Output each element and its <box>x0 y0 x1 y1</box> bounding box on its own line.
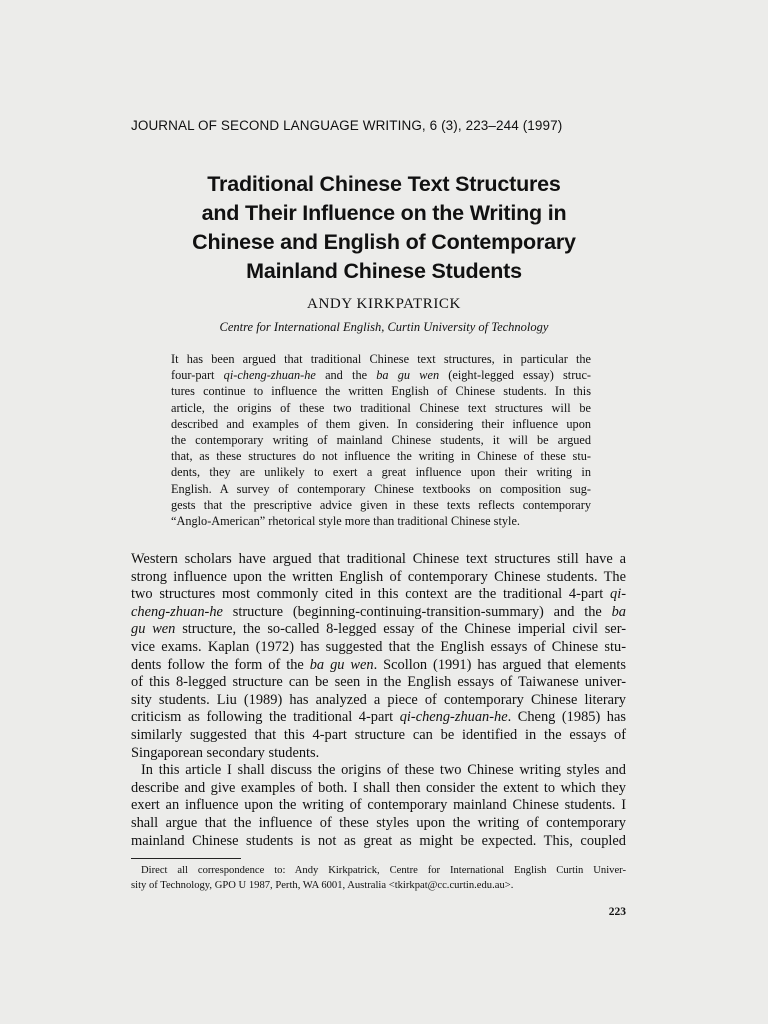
journal-citation: JOURNAL OF SECOND LANGUAGE WRITING, 6 (3), 223–244 (1997) <box>131 118 563 133</box>
title-line: Traditional Chinese Text Structures <box>207 172 561 196</box>
body-line: mainland Chinese students is not as great as might be expected. This, coupled <box>131 832 626 849</box>
abstract-line: tures continue to influence the written English of Chinese students. In this <box>171 384 591 399</box>
author-name: ANDY KIRKPATRICK <box>307 296 461 312</box>
body-line: describe and give examples of both. I shall then consider the extent to which they <box>131 779 626 796</box>
body-line: exert an influence upon the writing of contemporary mainland Chinese students. I <box>131 797 626 814</box>
body-text <box>131 551 626 850</box>
article-title <box>120 170 648 286</box>
abstract-line: that, as these structures do not influence the writing in Chinese of these stu- <box>171 449 591 464</box>
body-line: cheng-zhuan-he structure (beginning-continuing-transition-summary) and the ba <box>131 603 626 620</box>
body-line: sity students. Liu (1989) has analyzed a piece of contemporary Chinese literary <box>131 691 626 708</box>
author-affiliation: Centre for International English, Curtin University of Technology <box>219 320 549 334</box>
page-number: 223 <box>608 906 626 918</box>
body-line: vice exams. Kaplan (1972) has suggested that the English essays of Chinese stu- <box>131 638 626 655</box>
body-line: Western scholars have argued that traditional Chinese text structures still have a <box>131 551 626 567</box>
footnote <box>131 863 626 893</box>
body-line: gu wen structure, the so-called 8-legged essay of the Chinese imperial civil ser- <box>131 621 626 638</box>
body-line: similarly suggested that this 4-part structure can be identified in the essays of <box>131 726 626 743</box>
title-line: and Their Influence on the Writing in <box>201 201 567 225</box>
abstract-line: article, the origins of these two traditional Chinese text structures will be <box>171 400 591 415</box>
abstract-line: It has been argued that traditional Chinese text structures, in particular the <box>171 352 591 366</box>
body-line: strong influence upon the written English of contemporary Chinese students. The <box>131 568 626 585</box>
title-line: Chinese and English of Contemporary <box>192 230 576 254</box>
abstract-line: gests that the prescriptive advice given in these texts reflects contemporary <box>171 497 591 512</box>
body-line: criticism as following the traditional 4-part qi-cheng-zhuan-he. Cheng (1985) has <box>131 709 626 726</box>
footnote-rule <box>131 858 241 859</box>
body-line: dents follow the form of the ba gu wen. Scollon (1991) has argued that elements <box>131 656 626 673</box>
abstract-line: the contemporary writing of mainland Chinese students, it will be argued <box>171 433 591 448</box>
body-line: two structures most commonly cited in this context are the traditional 4-part qi- <box>131 586 626 603</box>
abstract-line: four-part qi-cheng-zhuan-he and the ba gu wen (eight-legged essay) struc- <box>171 368 591 383</box>
abstract-line: dents, they are unlikely to exert a great influence upon their writing in <box>171 465 591 480</box>
body-line: shall argue that the influence of these styles upon the writing of contemporary <box>131 814 626 831</box>
body-line: In this article I shall discuss the origins of these two Chinese writing styles and <box>141 762 626 779</box>
body-line: of this 8-legged structure can be seen in the English essays of Taiwanese univer- <box>131 674 626 691</box>
abstract-line: described and examples of them given. In considering their influence upon <box>171 416 591 431</box>
footnote-line: Direct all correspondence to: Andy Kirkpatrick, Centre for International English Curtin Univer- <box>141 865 626 876</box>
abstract <box>171 351 591 529</box>
abstract-line: “Anglo-American” rhetorical style more than traditional Chinese style. <box>171 514 520 529</box>
body-line: Singaporean secondary students. <box>131 744 320 761</box>
title-line: Mainland Chinese Students <box>246 259 522 283</box>
footnote-line: sity of Technology, GPO U 1987, Perth, WA 6001, Australia <tkirkpat@cc.curtin.edu.au>. <box>131 880 514 891</box>
abstract-line: English. A survey of contemporary Chinese textbooks on composition sug- <box>171 481 591 496</box>
